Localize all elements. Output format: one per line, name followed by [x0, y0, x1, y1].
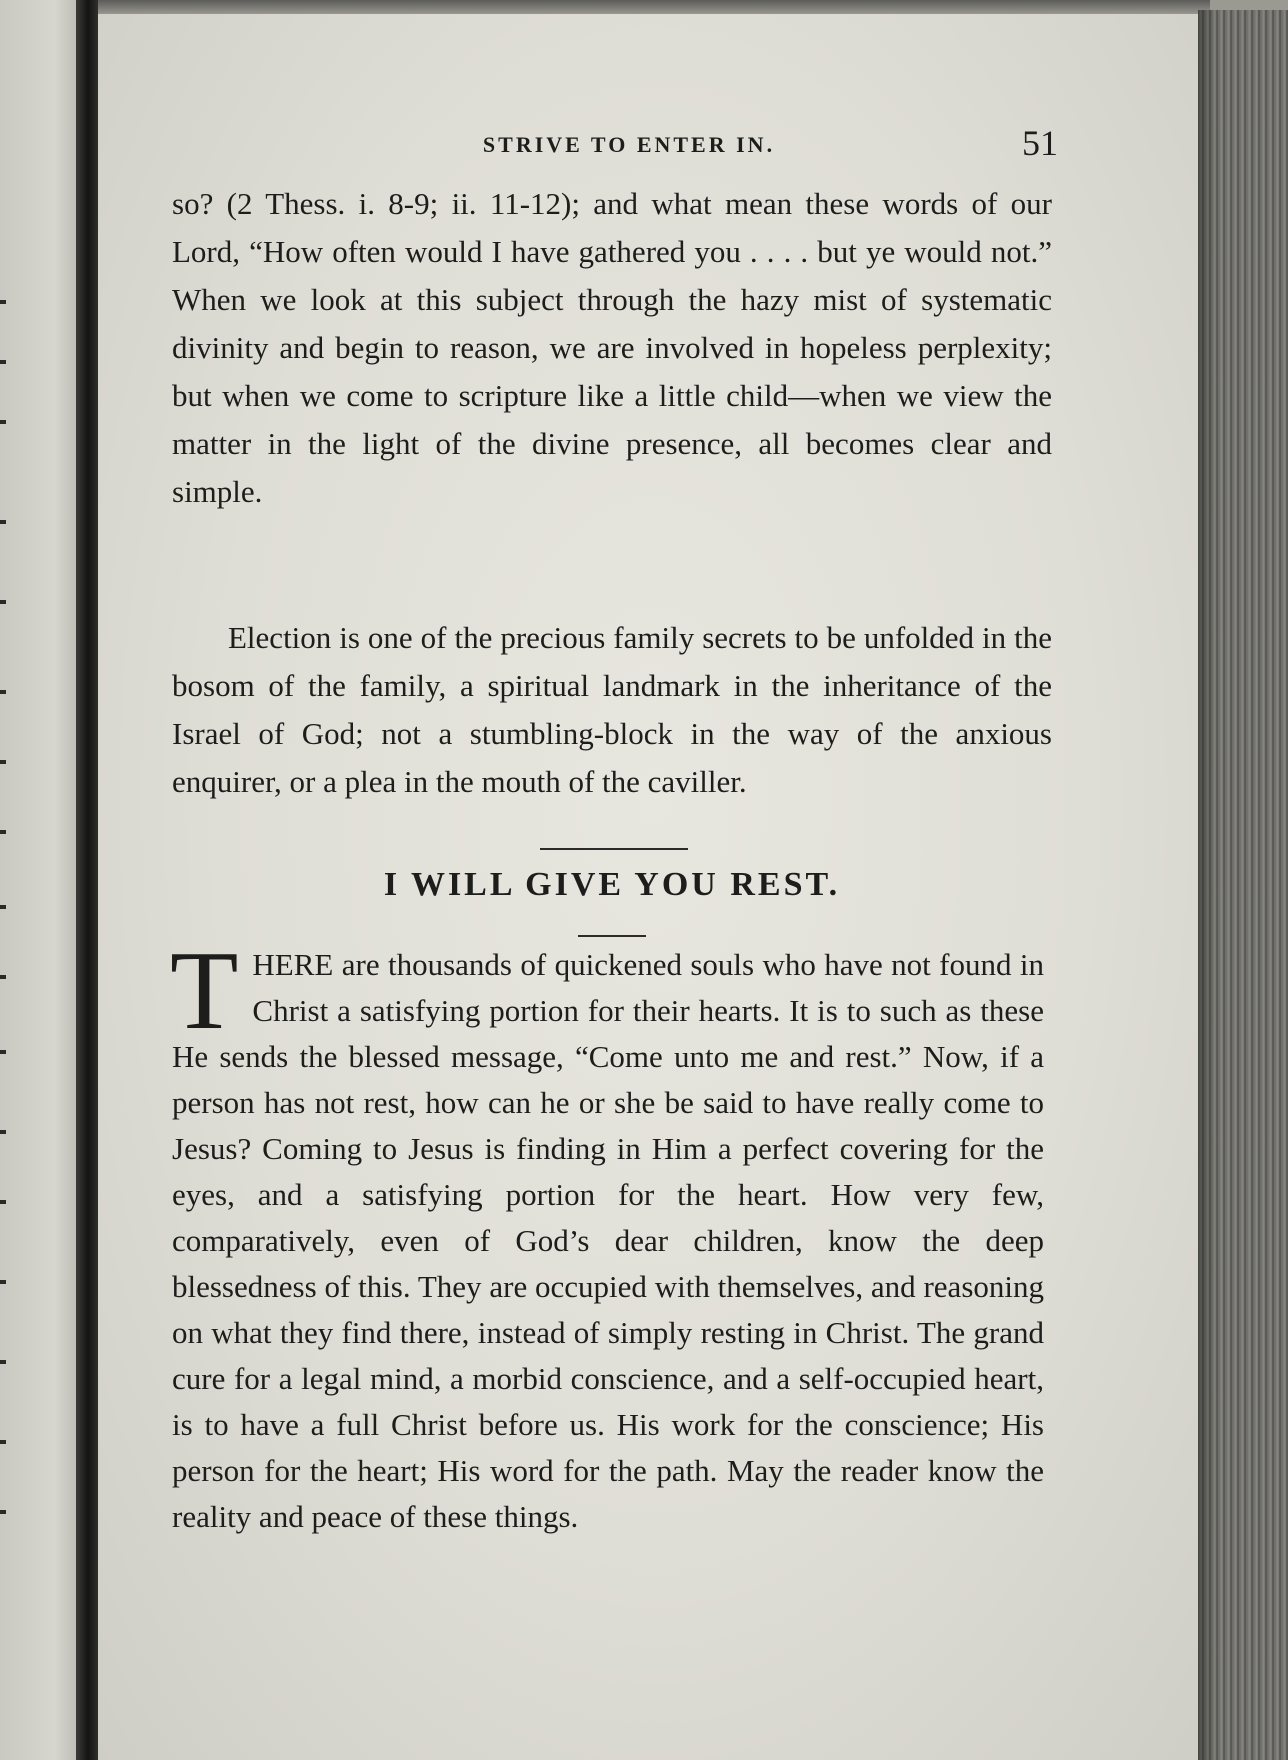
section-divider: [540, 848, 688, 850]
continuation-paragraph: so? (2 Thess. i. 8-9; ii. 11-12); and what mean these words of our Lord, “How often would I have gathered you . . . . but ye would not.” When we look at this subject through the hazy mist of systematic divinity and begin to reason, we are involved in hopeless perplexity; but when we come to scripture like a little child—when we view the matter in the light of the divine presence, all becomes clear and simple.: [172, 186, 1052, 509]
continuation-block: [172, 180, 1052, 516]
running-head: [200, 123, 1058, 168]
election-block: [172, 614, 1052, 806]
drop-cap: T: [170, 929, 239, 1053]
book-gutter: [76, 0, 98, 1760]
page-fore-edge: [1198, 10, 1288, 1760]
section-heading: I WILL GIVE YOU REST.: [383, 866, 841, 903]
election-paragraph: Election is one of the precious family secrets to be unfolded in the bosom of the family, a spiritual landmark in the inheritance of the Israel of God; not a stumbling-block in the way of the anxious enquirer, or a plea in the mouth of the caviller.: [172, 620, 1052, 799]
section-body: [170, 929, 1044, 1540]
left-page-edge: [0, 0, 78, 1760]
left-page-bleed-marks: [0, 0, 14, 1760]
heading-underline: [578, 935, 646, 937]
page-number: 51: [1022, 123, 1058, 163]
running-title: STRIVE TO ENTER IN.: [482, 132, 776, 157]
section-paragraph: HERE are thousands of quickened souls who have not found in Christ a satisfying portion for their hearts. It is to such as these He sends the blessed message, “Come unto me and rest.” Now, if a person has not rest, how can he or she be said to have really come to Jesus? Coming to Jesus is finding in Him a perfect covering for the eyes, and a satisfying portion for the heart. How very few, comparatively, even of God’s dear children, know the deep blessedness of this. They are occupied with themselves, and reasoning on what they find there, instead of simply resting in Christ. The grand cure for a legal mind, a morbid conscience, and a self-occupied heart, is to have a full Christ before us. His work for the conscience; His person for the heart; His word for the path. May the reader know the reality and peace of these things.: [172, 947, 1044, 1534]
